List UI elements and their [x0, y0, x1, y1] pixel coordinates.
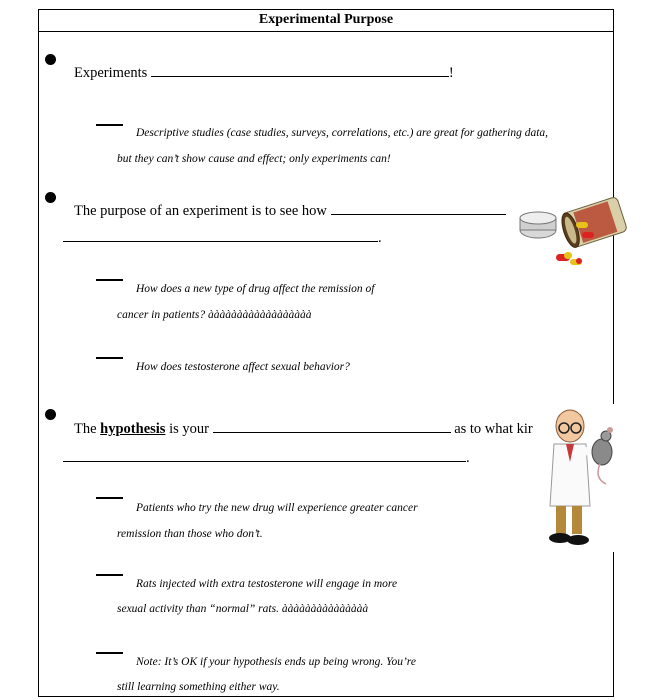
section3-lead-post: is your	[165, 421, 209, 437]
dash-6	[96, 652, 123, 654]
section2-example1-line2: cancer in patients? àààààààààààààààààà	[117, 309, 312, 321]
section1-blank[interactable]	[151, 64, 449, 77]
section2-prompt-cont	[63, 229, 382, 247]
worksheet-title: Experimental Purpose	[39, 10, 613, 32]
section3-example1-line1: Patients who try the new drug will experience greater cancer	[136, 502, 418, 514]
bullet-3	[45, 409, 56, 420]
section3-prompt	[74, 420, 533, 438]
worksheet-frame	[38, 9, 614, 697]
section3-lead-pre: The	[74, 421, 101, 437]
bullet-2	[45, 192, 56, 203]
pill-bottle-icon	[558, 196, 627, 249]
section3-blank-b[interactable]	[63, 449, 466, 462]
section2-blank-a[interactable]	[331, 202, 506, 215]
pill-bottle-image	[516, 196, 634, 268]
dash-1	[96, 124, 123, 126]
hypothesis-term: hypothesis	[100, 421, 166, 437]
rat-icon	[592, 427, 613, 484]
section1-lead: Experiments	[74, 65, 148, 81]
section3-example2-line2: sexual activity than “normal” rats. ààààààààààààààà	[117, 603, 369, 615]
section3-prompt-cont	[63, 449, 470, 467]
section3-after-blank: as to what kir	[454, 421, 533, 437]
dash-5	[96, 574, 123, 576]
section3-blank-a[interactable]	[213, 420, 451, 433]
scientist-icon	[549, 410, 602, 545]
section3-note-line1: Note: It’s OK if your hypothesis ends up being wrong. You’re	[136, 656, 416, 668]
section3-example1-line2: remission than those who don’t.	[117, 528, 263, 540]
section1-end: !	[448, 65, 454, 81]
section3-example2-line1: Rats injected with extra testosterone will engage in more	[136, 578, 398, 590]
dash-2	[96, 279, 123, 281]
bullet-1	[45, 54, 56, 65]
section2-blank-b[interactable]	[63, 229, 378, 242]
section2-lead: The purpose of an experiment is to see how	[74, 203, 327, 219]
section2-example1-line1: How does a new type of drug affect the remission of	[136, 283, 375, 295]
dash-3	[96, 357, 123, 359]
dash-4	[96, 497, 123, 499]
section2-example2: How does testosterone affect sexual behavior?	[136, 361, 350, 373]
section1-prompt	[74, 64, 454, 82]
section3-end: .	[466, 450, 470, 466]
section2-end: .	[378, 230, 382, 246]
scientist-image	[540, 408, 620, 550]
section2-prompt	[74, 202, 506, 220]
section1-note-line2: but they can’t show cause and effect; only experiments can!	[117, 153, 391, 165]
section3-note-line2: still learning something either way.	[117, 681, 280, 693]
section1-note-line1: Descriptive studies (case studies, surveys, correlations, etc.) are great for gathering data,	[136, 127, 549, 139]
